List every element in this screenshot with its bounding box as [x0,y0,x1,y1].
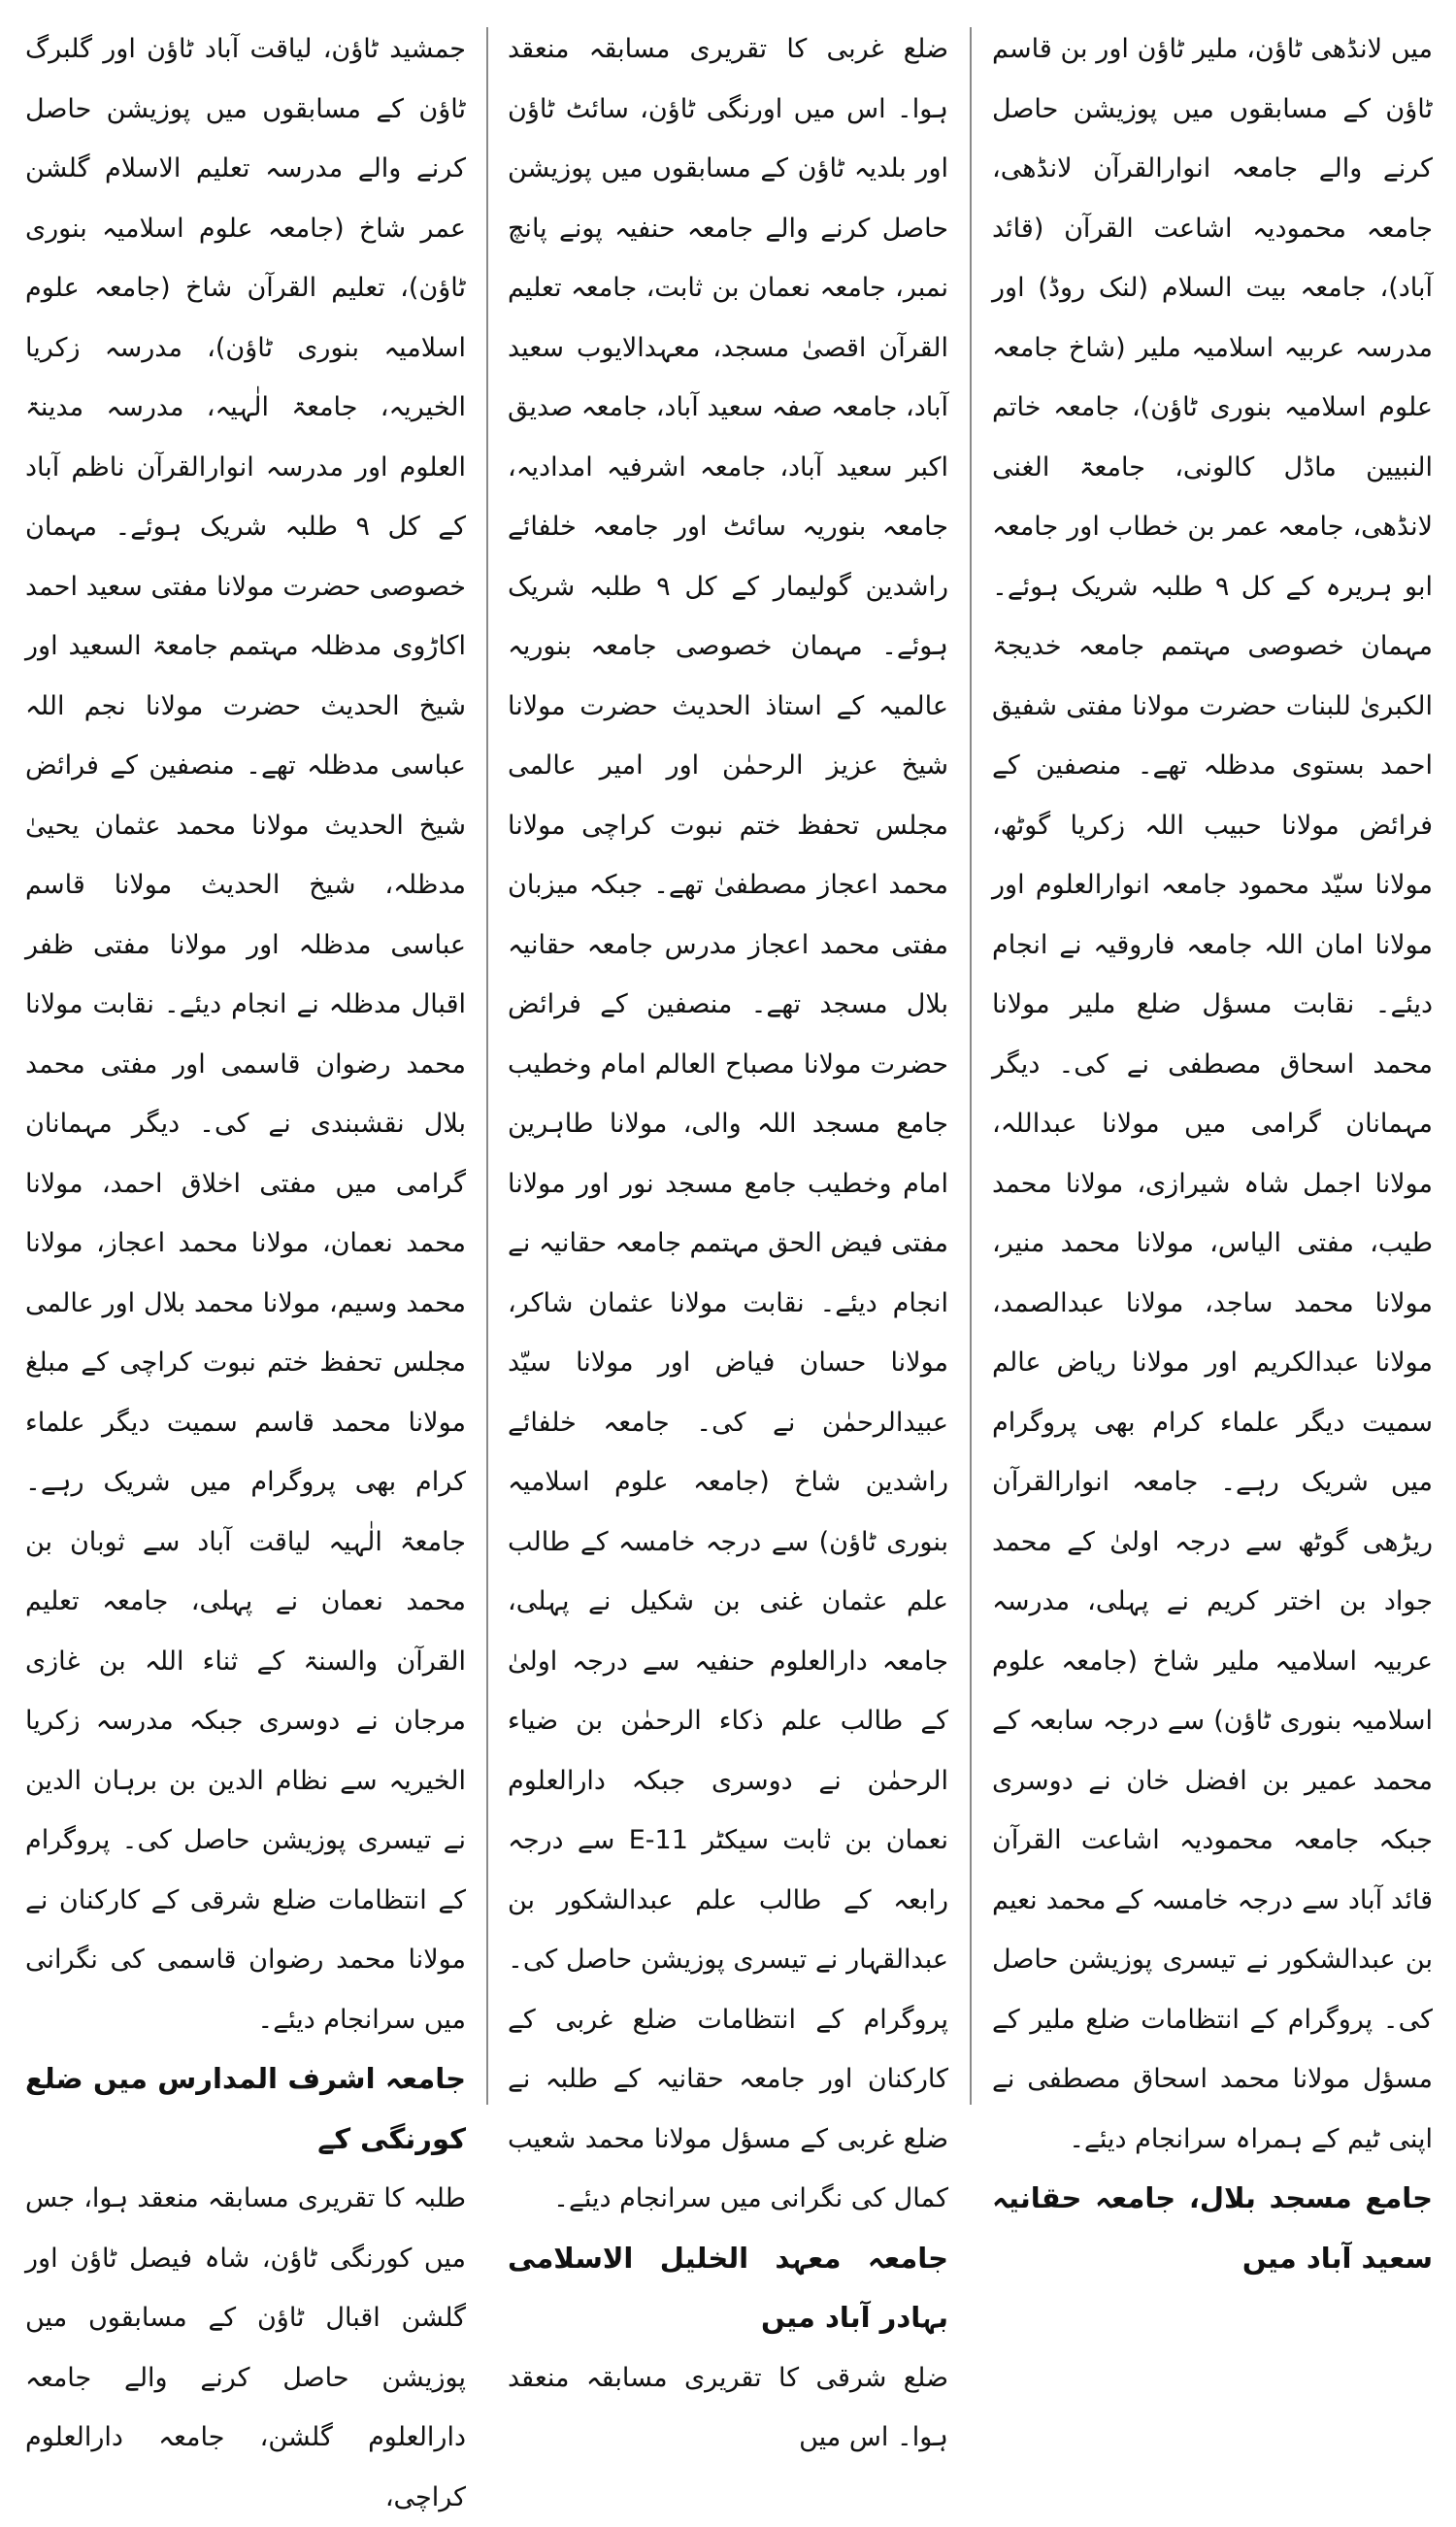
column-middle-subheading: جامعہ معہد الخلیل الاسلامی بہادر آباد میں [508,2241,948,2334]
column-right-subheading: جامع مسجد بلال، جامعہ حقانیہ سعید آباد میں [992,2181,1433,2275]
article-column-right [992,19,1433,2275]
column-divider [486,27,488,2105]
column-left-subheading: جامعہ اشرف المدارس میں ضلع کورنگی کے [25,2062,466,2155]
column-right-paragraph: میں لانڈھی ٹاؤن، ملیر ٹاؤن اور بن قاسم ٹاؤن کے مسابقوں میں پوزیشن حاصل کرنے والے جامعہ انوارالقرآن لانڈھی، جامعہ محمودیہ اشاعت القرآن (قائد آباد)، جامعہ بیت السلام (لنک روڈ) اور مدرسہ عربیہ اسلامیہ ملیر (شاخ جامعہ علوم اسلامیہ بنوری ٹاؤن)، جامعہ خاتم النبیین ماڈل کالونی، جامعۃ الغنی لانڈھی، جامعہ عمر بن خطاب اور جامعہ ابو ہریرہ کے کل ۹ طلبہ شریک ہوئے۔ مہمان خصوصی مہتمم جامعہ خدیجۃ الکبریٰ للبنات حضرت مولانا مفتی شفیق احمد بستوی مدظلہ تھے۔ منصفین کے فرائض مولانا حبیب اللہ زکریا گوٹھ، مولانا سیّد محمود جامعہ انوارالعلوم اور مولانا امان اللہ جامعہ فاروقیہ نے انجام دیئے۔ نقابت مسؤل ضلع ملیر مولانا محمد اسحاق مصطفی نے کی۔ دیگر مہمانان گرامی میں مولانا عبداللہ، مولانا اجمل شاہ شیرازی، مولانا محمد طیب، مفتی الیاس، مولانا محمد منیر، مولانا محمد ساجد، مولانا عبدالصمد، مولانا عبدالکریم اور مولانا ریاض عالم سمیت دیگر علماء کرام بھی پروگرام میں شریک رہے۔ جامعہ انوارالقرآن ریڑھی گوٹھ سے درجہ اولیٰ کے محمد جواد بن اختر کریم نے پہلی، مدرسہ عربیہ اسلامیہ ملیر شاخ (جامعہ علوم اسلامیہ بنوری ٹاؤن) سے درجہ سابعہ کے محمد عمیر بن افضل خان نے دوسری جبکہ جامعہ محمودیہ اشاعت القرآن قائد آباد سے درجہ خامسہ کے محمد نعیم بن عبدالشکور نے تیسری پوزیشن حاصل کی۔ پروگرام کے انتظامات ضلع ملیر کے مسؤل مولانا محمد اسحاق مصطفی نے اپنی ٹیم کے ہمراہ سرانجام دیئے۔ [992,34,1433,2154]
column-middle-paragraph-continued: ضلع شرقی کا تقریری مسابقہ منعقد ہوا۔ اس میں [508,2362,948,2452]
column-divider [970,27,972,2105]
column-left-paragraph-continued: طلبہ کا تقریری مسابقہ منعقد ہوا، جس میں کورنگی ٹاؤن، شاہ فیصل ٹاؤن اور گلشن اقبال ٹاؤن کے مسابقوں میں پوزیشن حاصل کرنے والے جامعہ دارالعلوم گلشن، جامعہ دارالعلوم کراچی، [25,2183,466,2512]
article-column-left [25,19,466,2512]
article-column-middle [508,19,949,2452]
column-middle-paragraph: ضلع غربی کا تقریری مسابقہ منعقد ہوا۔ اس میں اورنگی ٹاؤن، سائٹ ٹاؤن اور بلدیہ ٹاؤن کے مسابقوں میں پوزیشن حاصل کرنے والے جامعہ حنفیہ پونے پانچ نمبر، جامعہ نعمان بن ثابت، جامعہ تعلیم القرآن اقصیٰ مسجد، معہدالایوب سعید آباد، جامعہ صفہ سعید آباد، جامعہ صدیق اکبر سعید آباد، جامعہ اشرفیہ امدادیہ، جامعہ بنوریہ سائٹ اور جامعہ خلفائے راشدین گولیمار کے کل ۹ طلبہ شریک ہوئے۔ مہمان خصوصی جامعہ بنوریہ عالمیہ کے استاذ الحدیث حضرت مولانا شیخ عزیز الرحمٰن اور امیر عالمی مجلس تحفظ ختم نبوت کراچی مولانا محمد اعجاز مصطفیٰ تھے۔ جبکہ میزبان مفتی محمد اعجاز مدرس جامعہ حقانیہ بلال مسجد تھے۔ منصفین کے فرائض حضرت مولانا مصباح العالم امام وخطیب جامع مسجد اللہ والی، مولانا طاہرین امام وخطیب جامع مسجد نور اور مولانا مفتی فیض الحق مہتمم جامعہ حقانیہ نے انجام دیئے۔ نقابت مولانا عثمان شاکر، مولانا حسان فیاض اور مولانا سیّد عبیدالرحمٰن نے کی۔ جامعہ خلفائے راشدین شاخ (جامعہ علوم اسلامیہ بنوری ٹاؤن) سے درجہ خامسہ کے طالب علم عثمان غنی بن شکیل نے پہلی، جامعہ دارالعلوم حنفیہ سے درجہ اولیٰ کے طالب علم ذکاء الرحمٰن بن ضیاء الرحمٰن نے دوسری جبکہ دارالعلوم نعمان بن ثابت سیکٹر 11-E سے درجہ رابعہ کے طالب علم عبدالشکور بن عبدالقہار نے تیسری پوزیشن حاصل کی۔ پروگرام کے انتظامات ضلع غربی کے کارکنان اور جامعہ حقانیہ کے طلبہ نے ضلع غربی کے مسؤل مولانا محمد شعیب کمال کی نگرانی میں سرانجام دیئے۔ [508,34,949,2213]
column-left-paragraph: جمشید ٹاؤن، لیاقت آباد ٹاؤن اور گلبرگ ٹاؤن کے مسابقوں میں پوزیشن حاصل کرنے والے مدرسہ تعلیم الاسلام گلشن عمر شاخ (جامعہ علوم اسلامیہ بنوری ٹاؤن)، تعلیم القرآن شاخ (جامعہ علوم اسلامیہ بنوری ٹاؤن)، مدرسہ زکریا الخیریہ، جامعۃ الٰہیہ، مدرسہ مدینۃ العلوم اور مدرسہ انوارالقرآن ناظم آباد کے کل ۹ طلبہ شریک ہوئے۔ مہمان خصوصی حضرت مولانا مفتی سعید احمد اکاڑوی مدظلہ مہتمم جامعۃ السعید اور شیخ الحدیث حضرت مولانا نجم اللہ عباسی مدظلہ تھے۔ منصفین کے فرائض شیخ الحدیث مولانا محمد عثمان یحییٰ مدظلہ، شیخ الحدیث مولانا قاسم عباسی مدظلہ اور مولانا مفتی ظفر اقبال مدظلہ نے انجام دیئے۔ نقابت مولانا محمد رضوان قاسمی اور مفتی محمد بلال نقشبندی نے کی۔ دیگر مہمانان گرامی میں مفتی اخلاق احمد، مولانا محمد نعمان، مولانا محمد اعجاز، مولانا محمد وسیم، مولانا محمد بلال اور عالمی مجلس تحفظ ختم نبوت کراچی کے مبلغ مولانا محمد قاسم سمیت دیگر علماء کرام بھی پروگرام میں شریک رہے۔ جامعۃ الٰہیہ لیاقت آباد سے ثوبان بن محمد نعمان نے پہلی، جامعہ تعلیم القرآن والسنۃ کے ثناء اللہ بن غازی مرجان نے دوسری جبکہ مدرسہ زکریا الخیریہ سے نظام الدین بن برہان الدین نے تیسری پوزیشن حاصل کی۔ پروگرام کے انتظامات ضلع شرقی کے کارکنان نے مولانا محمد رضوان قاسمی کی نگرانی میں سرانجام دیئے۔ [25,34,466,2035]
